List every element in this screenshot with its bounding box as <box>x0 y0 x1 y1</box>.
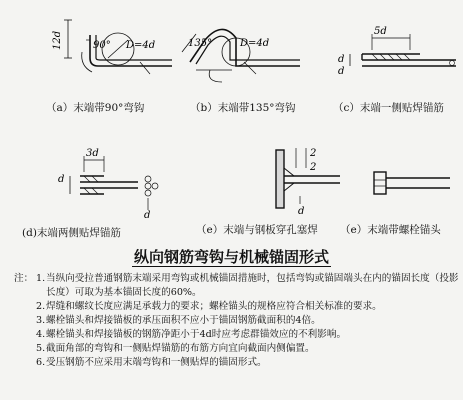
note-number: 1. <box>36 273 46 284</box>
note-number: 5. <box>36 343 46 354</box>
section-title-text: 纵向钢筋弯钩与机械锚固形式 <box>133 248 329 266</box>
figure-e-t2-label: 2 <box>310 162 317 173</box>
notes-label: 注： <box>14 273 34 284</box>
note-text: 截面角部的弯钩和一侧贴焊锚筋的布筋方向宜向截面内侧偏置。 <box>46 343 315 354</box>
figure-d-caption: (d)末端两侧贴焊锚筋 <box>22 227 121 239</box>
figure-e-caption: （e）末端与钢板穿孔塞焊 <box>196 224 318 236</box>
figure-f-drawing <box>374 172 450 194</box>
figure-d-d2-label: d <box>144 210 151 221</box>
figure-e-t1-label: 2 <box>310 148 317 159</box>
note-item <box>14 300 459 314</box>
figure-a-drawing <box>64 20 172 74</box>
note-item <box>14 272 459 300</box>
note-number: 4. <box>36 329 46 340</box>
figure-a-angle-label: 90° <box>93 40 111 51</box>
figure-f-caption: （e）末端带螺栓锚头 <box>340 224 441 236</box>
figure-d-d1-label: d <box>58 174 65 185</box>
figure-a-length-label: 12d <box>52 30 63 50</box>
note-item <box>14 314 459 328</box>
figure-c-d2-label: d <box>338 66 345 77</box>
figure-a-diameter-label: D=4d <box>126 40 156 51</box>
figure-e-d-label: d <box>298 206 305 217</box>
note-number: 2. <box>36 301 46 312</box>
figure-c-caption: （c）末端一侧贴焊锚筋 <box>333 102 444 114</box>
figure-b-caption: （b）末端带135°弯钩 <box>190 102 296 114</box>
notes-list <box>14 272 459 370</box>
figure-c-d1-label: d <box>338 54 345 65</box>
figure-a-caption: （a）末端带90°弯钩 <box>46 102 145 114</box>
figure-b-angle-label: 135° <box>188 38 213 49</box>
note-text: 当纵向受拉普通钢筋末端采用弯钩或机械锚固措施时，包括弯钩或锚固端头在内的锚固长度（投影长度）可取为基本锚固长度的60%。 <box>46 273 459 298</box>
note-text: 焊缝和螺纹长度应满足承载力的要求；螺栓锚头的规格应符合相关标准的要求。 <box>46 301 382 312</box>
figure-d-drawing <box>70 156 158 210</box>
note-item <box>14 356 459 370</box>
note-item <box>14 328 459 342</box>
figure-c-drawing <box>350 34 456 66</box>
figure-e-drawing <box>276 148 340 208</box>
note-text: 受压钢筋不应采用末端弯钩和一侧贴焊的锚固形式。 <box>46 357 267 368</box>
section-title <box>0 246 463 267</box>
note-text: 螺栓锚头和焊接锚板的钢筋净距小于4d时应考虑群锚效应的不利影响。 <box>46 329 347 340</box>
figure-c-length-label: 5d <box>374 26 387 37</box>
note-number: 3. <box>36 315 46 326</box>
figure-d-length-label: 3d <box>86 148 99 159</box>
note-item <box>14 342 459 356</box>
note-text: 螺栓锚头和焊接锚板的承压面积不应小于锚固钢筋截面积的4倍。 <box>46 315 321 326</box>
figure-b-diameter-label: D=4d <box>240 38 270 49</box>
note-number: 6. <box>36 357 46 368</box>
